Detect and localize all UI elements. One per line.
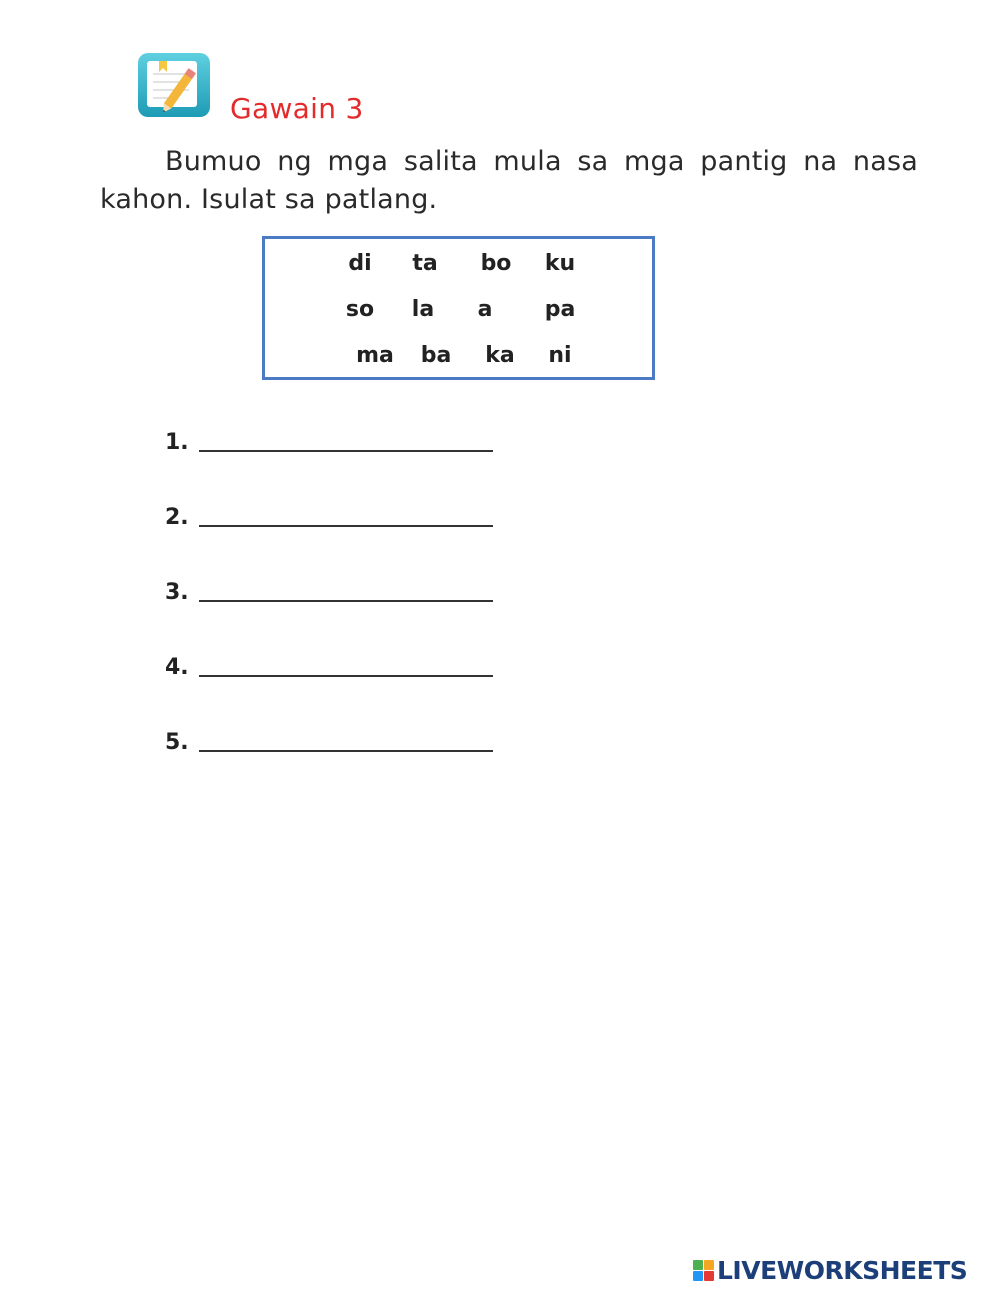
answer-number: 2. (165, 505, 189, 530)
answer-number: 5. (165, 730, 189, 755)
activity-title: Gawain 3 (230, 92, 364, 125)
answer-number: 3. (165, 580, 189, 605)
brand-name: LIVEWORKSHEETS (717, 1256, 968, 1285)
syllable: so (345, 297, 375, 322)
answer-item (165, 430, 493, 455)
notepad-pencil-icon (137, 52, 211, 118)
instructions-text: Bumuo ng mga salita mula sa mga pantig na nasa kahon. Isulat sa patlang. (100, 146, 918, 215)
answer-item (165, 730, 493, 755)
answer-blank[interactable] (199, 450, 493, 452)
syllable: ka (485, 343, 515, 368)
answer-item (165, 655, 493, 680)
syllable: ku (544, 251, 576, 276)
syllable: ni (548, 343, 572, 368)
syllable: la (411, 297, 435, 322)
liveworksheets-brand[interactable] (693, 1256, 967, 1285)
syllable: di (348, 251, 372, 276)
answer-blank[interactable] (199, 600, 493, 602)
answer-blank[interactable] (199, 525, 493, 527)
syllable-box (262, 236, 655, 380)
answer-number: 1. (165, 430, 189, 455)
answer-item (165, 580, 493, 605)
syllable: ta (412, 251, 438, 276)
answer-blank[interactable] (199, 675, 493, 677)
syllable: bo (480, 251, 512, 276)
syllable: pa (544, 297, 576, 322)
answer-number: 4. (165, 655, 189, 680)
answer-blank[interactable] (199, 750, 493, 752)
syllable: ba (420, 343, 452, 368)
liveworksheets-logo-icon (693, 1260, 714, 1281)
syllable: a (477, 297, 493, 322)
answer-item (165, 505, 493, 530)
syllable: ma (356, 343, 394, 368)
